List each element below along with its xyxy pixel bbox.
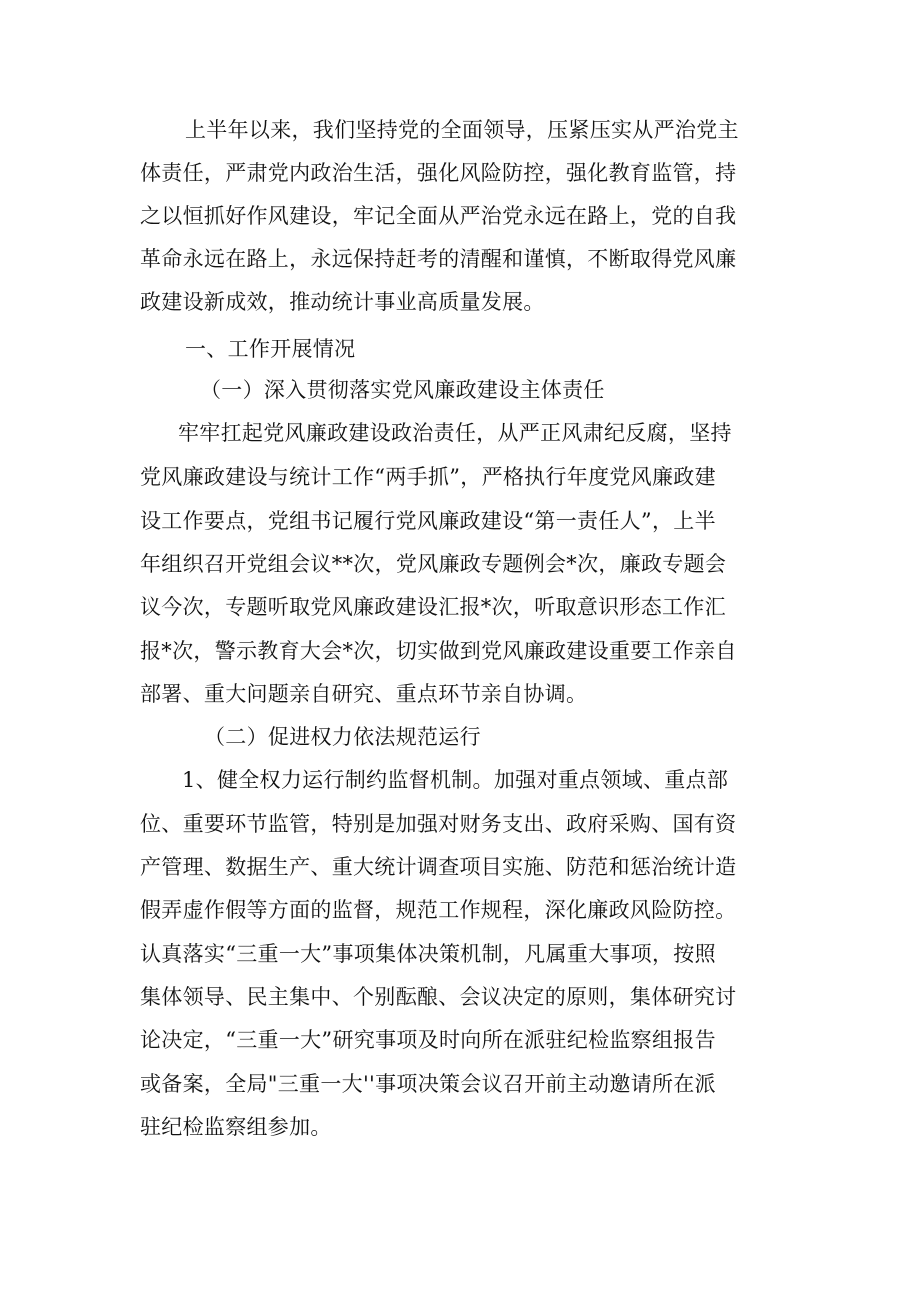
paragraph-line: 部署、重大问题亲自研究、重点环节亲自协调。 <box>140 682 588 706</box>
paragraph-line: 党风廉政建设与统计工作“两手抓”，严格执行年度党风廉政建 <box>140 465 716 489</box>
paragraph-line: 牢牢扛起党风廉政建设政治责任，从严正风肃纪反腐，坚持 <box>178 421 732 445</box>
paragraph-line: 产管理、数据生产、重大统计调查项目实施、防范和惩治统计造 <box>140 855 737 879</box>
paragraph-line: 报*次，警示教育大会*次，切实做到党风廉政建设重要工作亲自 <box>140 639 737 663</box>
paragraph-line: 1、健全权力运行制约监督机制。加强对重点领域、重点部 <box>182 768 729 792</box>
paragraph-line: 集体领导、民主集中、个别酝酿、会议决定的原则，集体研究讨 <box>140 985 737 1009</box>
paragraph-line: 上半年以来，我们坚持党的全面领导，压紧压实从严治党主 <box>185 118 739 142</box>
section-heading: 一、工作开展情况 <box>185 337 356 361</box>
paragraph-line: 议今次，专题听取党风廉政建设汇报*次，听取意识形态工作汇 <box>140 595 726 619</box>
paragraph-line: 驻纪检监察组参加。 <box>140 1115 332 1139</box>
subsection-heading: （二）促进权力依法规范运行 <box>204 725 481 749</box>
paragraph-line: 体责任，严肃党内政治生活，强化风险防控，强化教育监管，持 <box>140 161 737 185</box>
paragraph-line: 年组织召开党组会议**次，党风廉政专题例会*次，廉政专题会 <box>140 552 727 576</box>
paragraph-line: 或备案，全局"三重一大''事项决策会议召开前主动邀请所在派 <box>140 1072 716 1096</box>
paragraph-line: 论决定，“三重一大”研究事项及时向所在派驻纪检监察组报告 <box>140 1028 716 1052</box>
paragraph-line: 认真落实“三重一大”事项集体决策机制，凡属重大事项，按照 <box>140 942 716 966</box>
subsection-heading: （一）深入贯彻落实党风廉政建设主体责任 <box>200 378 605 402</box>
paragraph-line: 政建设新成效，推动统计事业高质量发展。 <box>140 290 545 314</box>
paragraph-line: 位、重要环节监管，特别是加强对财务支出、政府采购、国有资 <box>140 812 737 836</box>
paragraph-line: 革命永远在路上，永远保持赶考的清醒和谨慎，不断取得党风廉 <box>140 247 737 271</box>
paragraph-line: 之以恒抓好作风建设，牢记全面从严治党永远在路上，党的自我 <box>140 204 737 228</box>
paragraph-line: 设工作要点，党组书记履行党风廉政建设“第一责任人”，上半 <box>140 509 716 533</box>
paragraph-line: 假弄虚作假等方面的监督，规范工作规程，深化廉政风险防控。 <box>140 898 737 922</box>
